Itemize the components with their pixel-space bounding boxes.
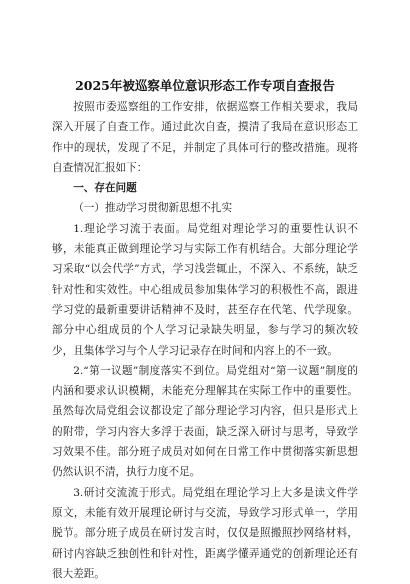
issue-paragraph-3: 3.研讨交流流于形式。局党组在理论学习上大多是读文件学原文，未能有效开展理论研讨与交流，导致学习形式单一，学用脱节。部分班子成员在研讨发言时，仅仅是照搬照抄网络材料，研讨内容缺乏独创性和针对性，距离学懂弄通党的创新理论还有很大差距。: [52, 486, 358, 580]
document-body: [52, 97, 358, 584]
issue-paragraph-1: 1.理论学习流于表面。局党组对理论学习的重要性认识不够，未能真正做到理论学习与实际工作有机结合。大部分理论学习采取“以会代学”方式，学习浅尝辄止，不深入、不系统，缺乏针对性和实效性。中心组成员参加集体学习的积极性不高，跟进学习党的最新重要讲话精神不及时，甚至存在代笔、代学现象。部分中心组成员的个人学习记录缺失明显，参与学习的频次较少，且集体学习与个人学习记录存在时间和内容上的不一致。: [52, 222, 358, 357]
intro-paragraph: 按照市委巡察组的工作安排，依据巡察工作相关要求，我局深入开展了自查工作。通过此次自查，摸清了我局在意识形态工作中的现状，发现了不足，并制定了具体可行的整改措施。现将自查情况汇报如下：: [52, 101, 358, 174]
section-heading: 一、存在问题: [73, 182, 137, 195]
subsection-heading: （一）推动学习贯彻新思想不扎实: [73, 202, 233, 215]
issue-paragraph-2: 2.“第一议题”制度落实不到位。局党组对“第一议题”制度的内涵和要求认识模糊，未能充分理解其在实际工作中的重要性。虽然每次局党组会议都设定了部分理论学习内容，但只是形式上的附带，学习内容大多浮于表面，缺乏深入研讨与思考，导致学习效果不佳。部分班子成员对如何在日常工作中贯彻落实新思想仍然认识不清，执行力度不足。: [52, 364, 358, 479]
document-title: 2025年被巡察单位意识形态工作专项自查报告: [75, 78, 335, 93]
